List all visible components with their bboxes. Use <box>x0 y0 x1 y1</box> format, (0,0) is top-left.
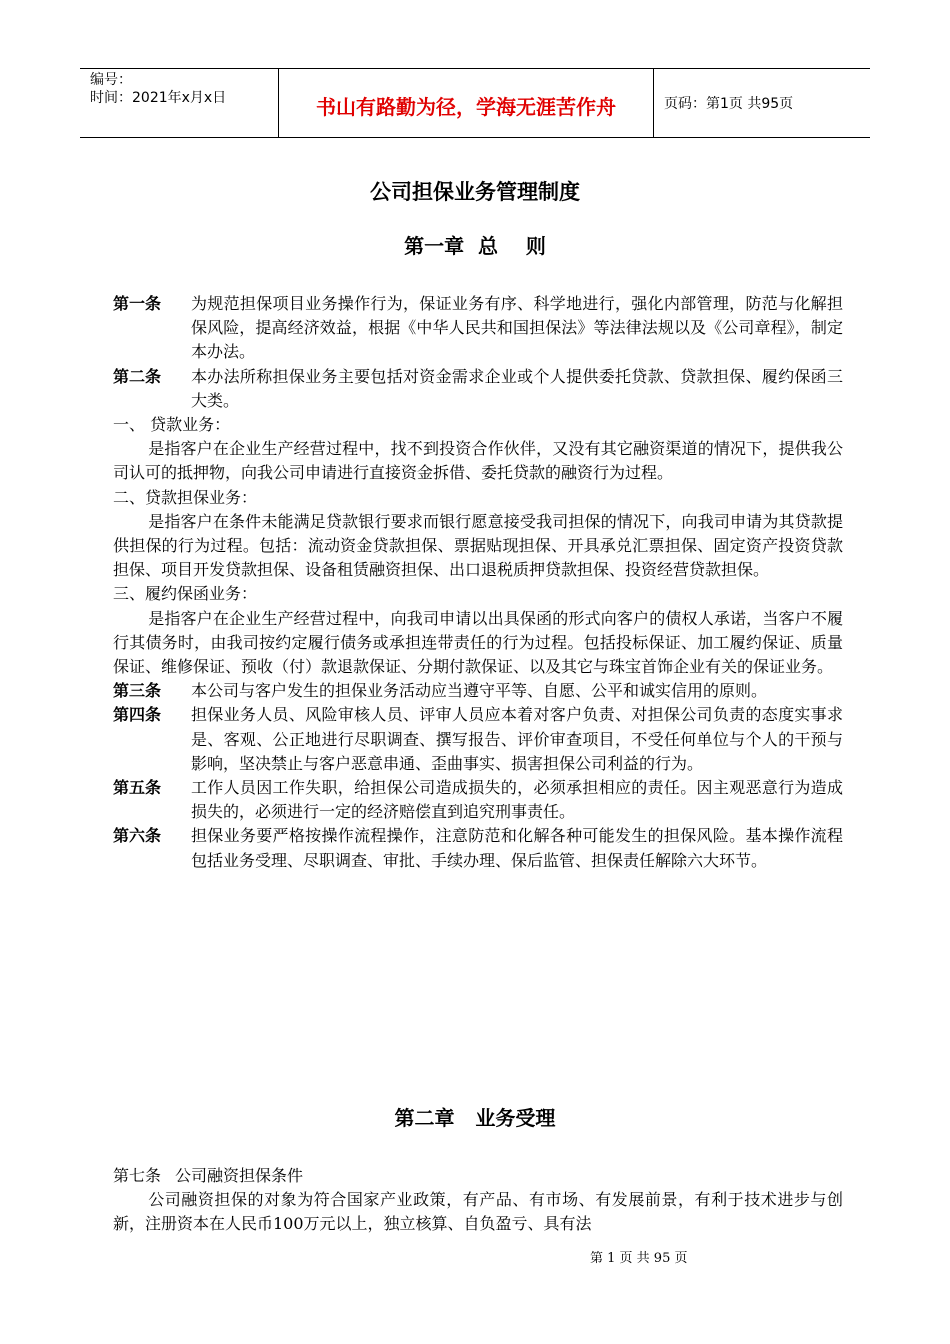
section-body: 是指客户在条件未能满足贷款银行要求而银行愿意接受我司担保的情况下，向我司申请为其贷款提供担保的行为过程。包括：流动资金贷款担保、票据贴现担保、开具承兑汇票担保、固定资产投资贷款担保、项目开发贷款担保、设备租赁融资担保、出口退税质押贷款担保、投资经营贷款担保。 <box>113 511 843 580</box>
article-5 <box>113 776 843 824</box>
article-label: 第七条 <box>113 1166 162 1185</box>
section-heading: 三、履约保函业务： <box>113 584 258 604</box>
article-label: 第二条 <box>113 366 162 386</box>
article-text: 本公司与客户发生的担保业务活动应当遵守平等、自愿、公平和诚实信用的原则。 <box>191 681 768 701</box>
header-date: 时间：2021年x月x日 <box>90 90 227 106</box>
header-page-info: 页码：第1页 共95页 <box>664 96 794 112</box>
section-heading: 二、贷款担保业务： <box>113 487 258 507</box>
page-footer: 第 1 页 共 95 页 <box>590 1251 688 1266</box>
article-label: 第一条 <box>113 294 162 313</box>
article-text: 为规范担保项目业务操作行为，保证业务有序、科学地进行，强化内部管理，防范与化解担保风险，提高经济效益，根据《中华人民共和国担保法》等法律法规以及《公司章程》，制定本办法。 <box>191 294 843 362</box>
section-body: 是指客户在企业生产经营过程中，向我司申请以出具保函的形式向客户的债权人承诺，当客户不履行其债务时，由我司按约定履行债务或承担连带责任的行为过程。包括投标保证、加工履约保证、质量保证、维修保证、预收（付）款退款保证、分期付款保证、以及其它与珠宝首饰企业有关的保证业务。 <box>113 608 843 677</box>
article-3 <box>113 679 843 703</box>
chapter-2-body <box>113 1164 843 1237</box>
article-heading: 公司融资担保条件 <box>175 1166 304 1185</box>
section-heading: 一、 贷款业务： <box>113 415 231 435</box>
article-4 <box>113 703 843 776</box>
chapter-2-title: 第二章 业务受理 <box>394 1106 556 1130</box>
document-title: 公司担保业务管理制度 <box>370 180 580 204</box>
header-number: 编号： <box>90 72 132 88</box>
article-text: 担保业务人员、风险审核人员、评审人员应本着对客户负责、对担保公司负责的态度实事求是、客观、公正地进行尽职调查、撰写报告、评价审查项目，不受任何单位与个人的干预与影响，坚决禁止与客户恶意串通、歪曲事实、损害担保公司利益的行为。 <box>191 705 843 773</box>
article-7-heading <box>113 1164 843 1188</box>
article-label: 第三条 <box>113 681 162 701</box>
article-label: 第四条 <box>113 705 162 725</box>
header-motto: 书山有路勤为径，学海无涯苦作舟 <box>279 69 654 137</box>
article-label: 第六条 <box>113 826 162 846</box>
article-6 <box>113 824 843 872</box>
header-meta <box>80 69 279 137</box>
chapter-1-body <box>113 292 843 873</box>
article-text: 担保业务要严格按操作流程操作，注意防范和化解各种可能发生的担保风险。基本操作流程包括业务受理、尽职调查、审批、手续办理、保后监管、担保责任解除六大环节。 <box>191 826 843 870</box>
page-header <box>80 68 870 138</box>
article-7-body: 公司融资担保的对象为符合国家产业政策，有产品、有市场、有发展前景，有利于技术进步与创新，注册资本在人民币100万元以上，独立核算、自负盈亏、具有法 <box>113 1190 843 1234</box>
article-label: 第五条 <box>113 778 162 798</box>
section-body: 是指客户在企业生产经营过程中，找不到投资合作伙伴，又没有其它融资渠道的情况下，提供我公司认可的抵押物，向我公司申请进行直接资金拆借、委托贷款的融资行为过程。 <box>113 439 843 483</box>
article-text: 本办法所称担保业务主要包括对资金需求企业或个人提供委托贷款、贷款担保、履约保函三大类。 <box>191 366 843 410</box>
article-text: 工作人员因工作失职，给担保公司造成损失的，必须承担相应的责任。因主观恶意行为造成损失的，必须进行一定的经济赔偿直到追究刑事责任。 <box>191 778 843 822</box>
article-2 <box>113 365 843 413</box>
chapter-1-title: 第一章 总 则 <box>404 234 546 258</box>
article-1 <box>113 292 843 365</box>
